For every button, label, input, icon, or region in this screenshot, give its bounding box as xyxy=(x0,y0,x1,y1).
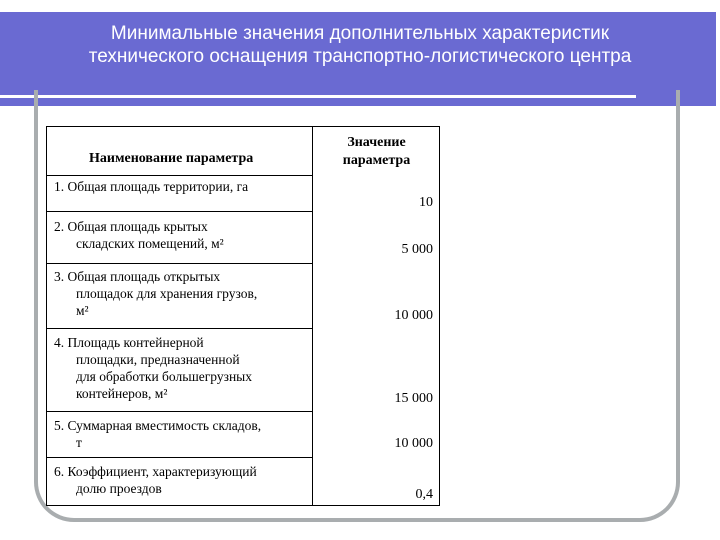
row-value-3: 10 000 xyxy=(394,308,433,323)
row-name-line: 4. Площадь контейнерной xyxy=(54,335,204,350)
row-divider xyxy=(47,263,312,264)
title-line-1: Минимальные значения дополнительных характеристик xyxy=(110,23,610,44)
parameters-table xyxy=(46,126,440,506)
row-name-line: 3. Общая площадь открытых xyxy=(54,269,221,284)
row-name-line: площадки, предназначенной xyxy=(76,352,240,367)
row-name-line: т xyxy=(76,435,82,450)
column-header-value-line-2: параметра xyxy=(342,153,411,168)
row-divider xyxy=(47,328,312,329)
row-name-6 xyxy=(54,463,309,497)
row-name-line: м² xyxy=(76,303,89,318)
row-name-line: долю проездов xyxy=(76,481,162,496)
row-name-3 xyxy=(54,268,309,319)
row-name-line: контейнеров, м² xyxy=(76,386,168,401)
row-value-4: 15 000 xyxy=(394,391,433,406)
row-divider xyxy=(47,457,312,458)
row-value-6: 0,4 xyxy=(415,487,433,502)
row-name-1 xyxy=(54,178,309,195)
row-value-5: 10 000 xyxy=(394,436,433,451)
row-name-4 xyxy=(54,334,309,402)
row-name-2 xyxy=(54,218,309,252)
row-name-line: 1. Общая площадь территории, га xyxy=(54,179,249,194)
row-name-line: для обработки большегрузных xyxy=(76,369,253,384)
slide-title xyxy=(0,22,720,68)
column-divider xyxy=(312,127,313,505)
row-divider xyxy=(47,411,312,412)
row-divider xyxy=(47,175,312,176)
row-name-line: 2. Общая площадь крытых xyxy=(54,219,208,234)
row-name-line: 6. Коэффициент, характеризующий xyxy=(54,464,257,479)
row-name-line: площадок для хранения грузов, xyxy=(76,286,258,301)
column-header-name: Наименование параметра xyxy=(89,151,254,166)
row-divider xyxy=(47,211,312,212)
title-line-2: технического оснащения транспортно-логистического центра xyxy=(88,46,632,67)
column-header-value-line-1: Значение xyxy=(347,135,406,150)
row-name-line: 5. Суммарная вместимость складов, xyxy=(54,418,262,433)
row-name-5 xyxy=(54,417,309,451)
column-header-value xyxy=(313,134,440,170)
row-value-2: 5 000 xyxy=(401,242,433,257)
row-name-line: складских помещений, м² xyxy=(76,236,224,251)
row-value-1: 10 xyxy=(419,195,433,210)
